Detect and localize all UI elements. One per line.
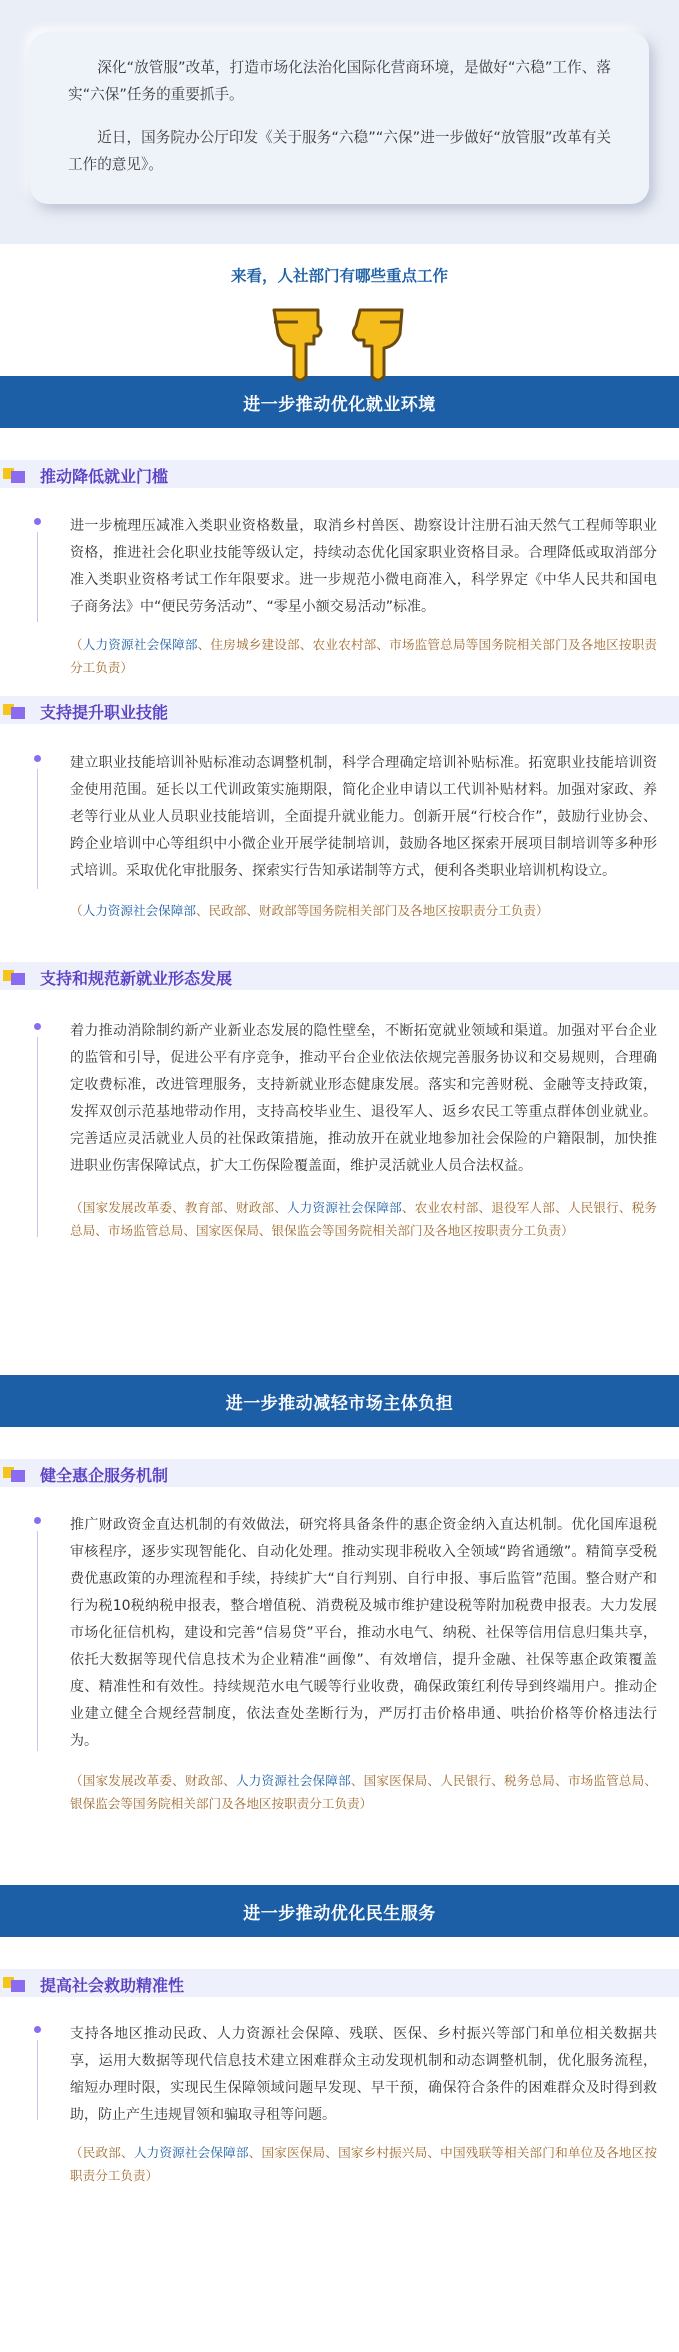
section-header [0, 460, 679, 488]
source-prefix: （民政部、 [70, 2145, 134, 2160]
divider [37, 1037, 38, 1237]
source-suffix: 、民政部、财政部等国务院相关部门及各地区按职责分工负责） [195, 903, 549, 918]
section-source [70, 1196, 657, 1242]
divider [37, 769, 38, 889]
section-banner-burden: 进一步推动减轻市场主体负担 [0, 1375, 679, 1427]
section-source [70, 633, 657, 679]
lead-text: 来看，人社部门有哪些重点工作 [230, 267, 448, 285]
square-marker-icon [11, 707, 25, 719]
pointing-down-hands-icon [268, 304, 408, 384]
pointing-down-hand-right-icon [353, 310, 402, 380]
divider [37, 1531, 38, 1751]
bullet-dot-icon [34, 755, 41, 762]
square-marker-icon [11, 973, 25, 985]
section-text: 建立职业技能培训补贴标准动态调整机制，科学合理确定培训补贴标准。拓宽职业技能培训资金使用范围。延长以工代训政策实施期限，简化企业申请以工代训补贴材料。加强对家政、养老等行业从业人员职业技能培训，全面提升就业能力。创新开展“行校合作”，鼓励行业协会、跨企业培训中心等组织中小微企业开展学徒制培训，鼓励各地区探索开展项目制培训等多种形式培训。采取优化审批服务、探索实行告知承诺制等方式，便利各类职业培训机构设立。 [70, 755, 657, 879]
bullet-dot-icon [34, 1517, 41, 1524]
square-marker-icon [11, 1470, 25, 1482]
intro-paragraph: 近日，国务院办公厅印发《关于服务“六稳”“六保”进一步做好“放管服”改革有关工作的意见》。 [68, 129, 611, 173]
source-suffix: 、农业农村部、退役军人部、人民银行、税务总局、市场监管总局、国家医保局、银保监会等国务院相关部门及各地区按职责分工负责） [70, 1200, 658, 1238]
section-header [0, 1969, 679, 1997]
square-marker-icon [11, 471, 25, 483]
source-highlight: 人力资源社会保障部 [287, 1200, 402, 1215]
intro-paragraph: 深化“放管服”改革，打造市场化法治化国际化营商环境，是做好“六稳”工作、落实“六保”任务的重要抓手。 [68, 59, 611, 103]
source-highlight: 人力资源社会保障部 [82, 903, 196, 918]
section-text: 推广财政资金直达机制的有效做法，研究将具备条件的惠企资金纳入直达机制。优化国库退税审核程序，逐步实现智能化、自动化处理。推动实现非税收入全领域“跨省通缴”。精简享受税费优惠政策的办理流程和手续，持续扩大“自行判别、自行申报、事后监管”范围。整合财产和行为税10税纳税申报表，整合增值税、消费税及城市维护建设税等附加税费申报表。大力发展市场化征信机构，建设和完善“信易贷”平台，推动水电气、纳税、社保等信用信息归集共享，依托大数据等现代信息技术为企业精准“画像”、有效增信，提升金融、社保等惠企政策覆盖度、精准性和有效性。持续规范水电气暖等行业收费，确保政策红利传导到终端用户。推动企业建立健全合规经营制度，依法查处垄断行为，严厉打击价格串通、哄抬价格等价格违法行为。 [70, 1517, 657, 1749]
section-source [70, 2141, 657, 2187]
source-prefix: （ [70, 637, 83, 652]
source-highlight: 人力资源社会保障部 [235, 1773, 351, 1788]
section-banner-employment: 进一步推动优化就业环境 [0, 376, 679, 428]
section-title: 支持和规范新就业形态发展 [40, 969, 233, 988]
section-title: 健全惠企服务机制 [40, 1466, 169, 1485]
section-body [0, 990, 679, 1375]
source-prefix: （国家发展改革委、教育部、财政部、 [70, 1200, 287, 1215]
divider [37, 2040, 38, 2120]
section-body [0, 1487, 679, 1885]
section-header [0, 962, 679, 990]
square-marker-icon [11, 1980, 25, 1992]
source-suffix: 、住房城乡建设部、农业农村部、市场监管总局等国务院相关部门及各地区按职责分工负责） [70, 637, 658, 675]
section-text: 进一步梳理压减准入类职业资格数量，取消乡村兽医、勘察设计注册石油天然气工程师等职业资格，推进社会化职业技能等级认定，持续动态优化国家职业资格目录。合理降低或取消部分准入类职业资格考试工作年限要求。进一步规范小微电商准入，科学界定《中华人民共和国电子商务法》中“便民劳务活动”、“零星小额交易活动”标准。 [70, 518, 657, 615]
bullet-dot-icon [34, 1023, 41, 1030]
section-header [0, 1459, 679, 1487]
section-header [0, 696, 679, 724]
section-title: 支持提升职业技能 [40, 703, 169, 722]
pointing-down-hand-left-icon [274, 310, 321, 380]
intro-card [30, 32, 649, 204]
source-highlight: 人力资源社会保障部 [82, 637, 198, 652]
section-text: 支持各地区推动民政、人力资源社会保障、残联、医保、乡村振兴等部门和单位相关数据共享，运用大数据等现代信息技术建立困难群众主动发现机制和动态调整机制，优化服务流程，缩短办理时限，实现民生保障领域问题早发现、早干预，确保符合条件的困难群众及时得到救助，防止产生违规冒领和骗取寻租等问题。 [70, 2026, 657, 2123]
section-source [70, 1769, 657, 1815]
section-source [70, 899, 657, 922]
divider [37, 532, 38, 622]
bullet-dot-icon [34, 518, 41, 525]
bullet-dot-icon [34, 2026, 41, 2033]
source-suffix: 、国家医保局、国家乡村振兴局、中国残联等相关部门和单位及各地区按职责分工负责） [70, 2145, 658, 2183]
source-prefix: （国家发展改革委、财政部、 [70, 1773, 236, 1788]
section-banner-livelihood: 进一步推动优化民生服务 [0, 1885, 679, 1937]
section-title: 推动降低就业门槛 [40, 467, 169, 486]
section-body [0, 1997, 679, 2187]
section-body [0, 488, 679, 696]
section-title: 提高社会救助精准性 [40, 1976, 185, 1995]
intro-section [0, 0, 679, 244]
source-suffix: 、国家医保局、人民银行、税务总局、市场监管总局、银保监会等国务院相关部门及各地区按职责分工负责） [70, 1773, 658, 1811]
source-prefix: （ [70, 903, 83, 918]
section-text: 着力推动消除制约新产业新业态发展的隐性壁垒，不断拓宽就业领域和渠道。加强对平台企业的监管和引导，促进公平有序竞争，推动平台企业依法依规完善服务协议和交易规则，合理确定收费标准，改进管理服务，支持新就业形态健康发展。落实和完善财税、金融等支持政策，发挥双创示范基地带动作用，支持高校毕业生、退役军人、返乡农民工等重点群体创业就业。完善适应灵活就业人员的社保政策措施，推动放开在就业地参加社会保险的户籍限制，加快推进职业伤害保障试点，扩大工伤保险覆盖面，维护灵活就业人员合法权益。 [70, 1023, 657, 1174]
lead-block [0, 244, 679, 376]
source-highlight: 人力资源社会保障部 [133, 2145, 249, 2160]
section-body [0, 724, 679, 962]
